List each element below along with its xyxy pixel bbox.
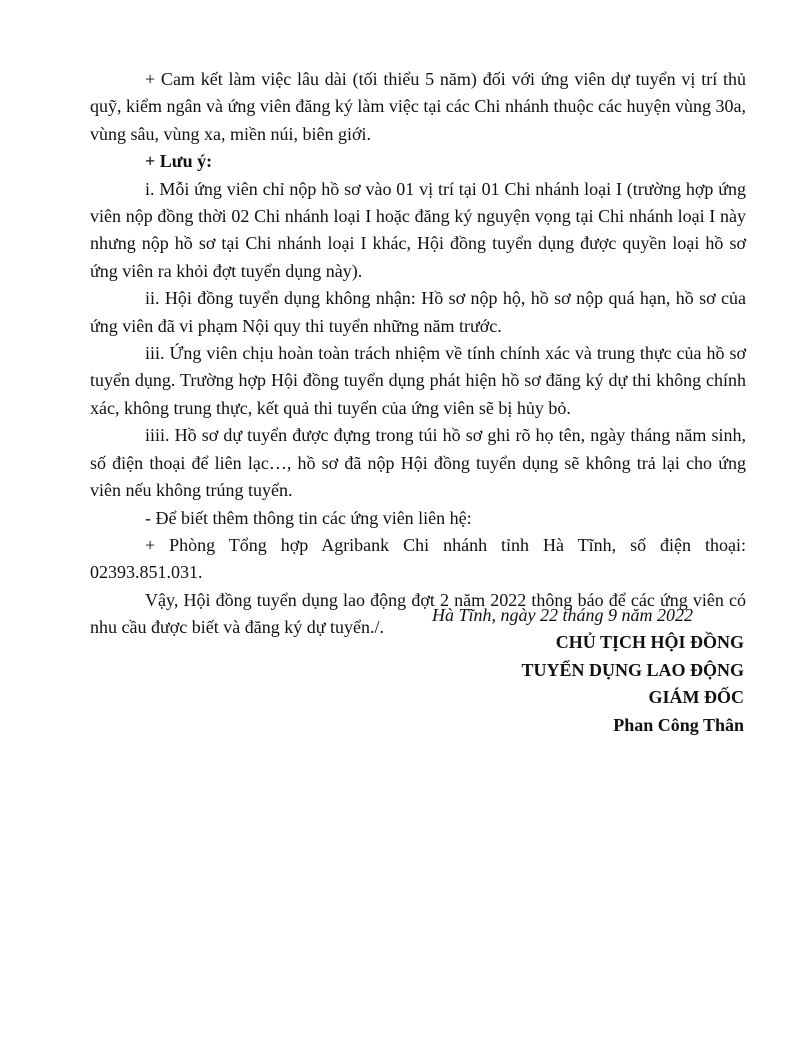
document-body xyxy=(90,66,746,642)
contact-heading: - Để biết thêm thông tin các ứng viên liên hệ: xyxy=(145,507,472,528)
note-item-1: i. Mỗi ứng viên chỉ nộp hồ sơ vào 01 vị trí tại 01 Chi nhánh loại I (trường hợp ứng viên nộp đồng thời 02 Chi nhánh loại I hoặc đăng ký nguyện vọng tại Chi nhánh loại I này nhưng nộp hồ sơ tại Chi nhánh loại I khác, Hội đồng tuyển dụng được quyền loại hồ sơ ứng viên ra khỏi đợt tuyển dụng này). xyxy=(90,178,746,281)
note-item-4: iiii. Hồ sơ dự tuyển được đựng trong túi hồ sơ ghi rõ họ tên, ngày tháng năm sinh, số điện thoại để liên lạc…, hồ sơ đã nộp Hội đồng tuyển dụng sẽ không trả lại cho ứng viên nếu không trúng tuyển. xyxy=(90,425,746,501)
closing-paragraph: Vậy, Hội đồng tuyển dụng lao động đợt 2 năm 2022 thông báo để các ứng viên có nhu cầu được biết và đăng ký dự tuyển./. xyxy=(90,589,746,638)
note-heading: + Lưu ý: xyxy=(145,151,213,172)
contact-detail: + Phòng Tổng hợp Agribank Chi nhánh tỉnh Hà Tĩnh, số điện thoại: 02393.851.031. xyxy=(90,534,746,583)
note-item-2: ii. Hội đồng tuyển dụng không nhận: Hồ sơ nộp hộ, hồ sơ nộp quá hạn, hồ sơ của ứng viên đã vi phạm Nội quy thi tuyển những năm trước. xyxy=(90,288,746,336)
note-item-3: iii. Ứng viên chịu hoàn toàn trách nhiệm về tính chính xác và trung thực của hồ sơ tuyển dụng. Trường hợp Hội đồng tuyển dụng phát hiện hồ sơ đăng ký dự thi không chính xác, không trung thực, kết quả thi tuyển của ứng viên sẽ bị hủy bỏ. xyxy=(90,343,746,418)
signature-title-3: GIÁM ĐỐC xyxy=(648,687,744,708)
signatory-name: Phan Công Thân xyxy=(613,714,744,735)
signature-date: Hà Tĩnh, ngày 22 tháng 9 năm 2022 xyxy=(432,605,693,625)
commitment-paragraph: + Cam kết làm việc lâu dài (tối thiểu 5 năm) đối với ứng viên dự tuyển vị trí thủ quỹ, kiểm ngân và ứng viên đăng ký làm việc tại các Chi nhánh thuộc các huyện vùng 30a, vùng sâu, vùng xa, miền núi, biên giới. xyxy=(90,69,746,144)
signature-title-2: TUYỂN DỤNG LAO ĐỘNG xyxy=(521,659,744,680)
signature-title-1: CHỦ TỊCH HỘI ĐỒNG xyxy=(555,632,744,653)
signature-block xyxy=(430,602,750,739)
